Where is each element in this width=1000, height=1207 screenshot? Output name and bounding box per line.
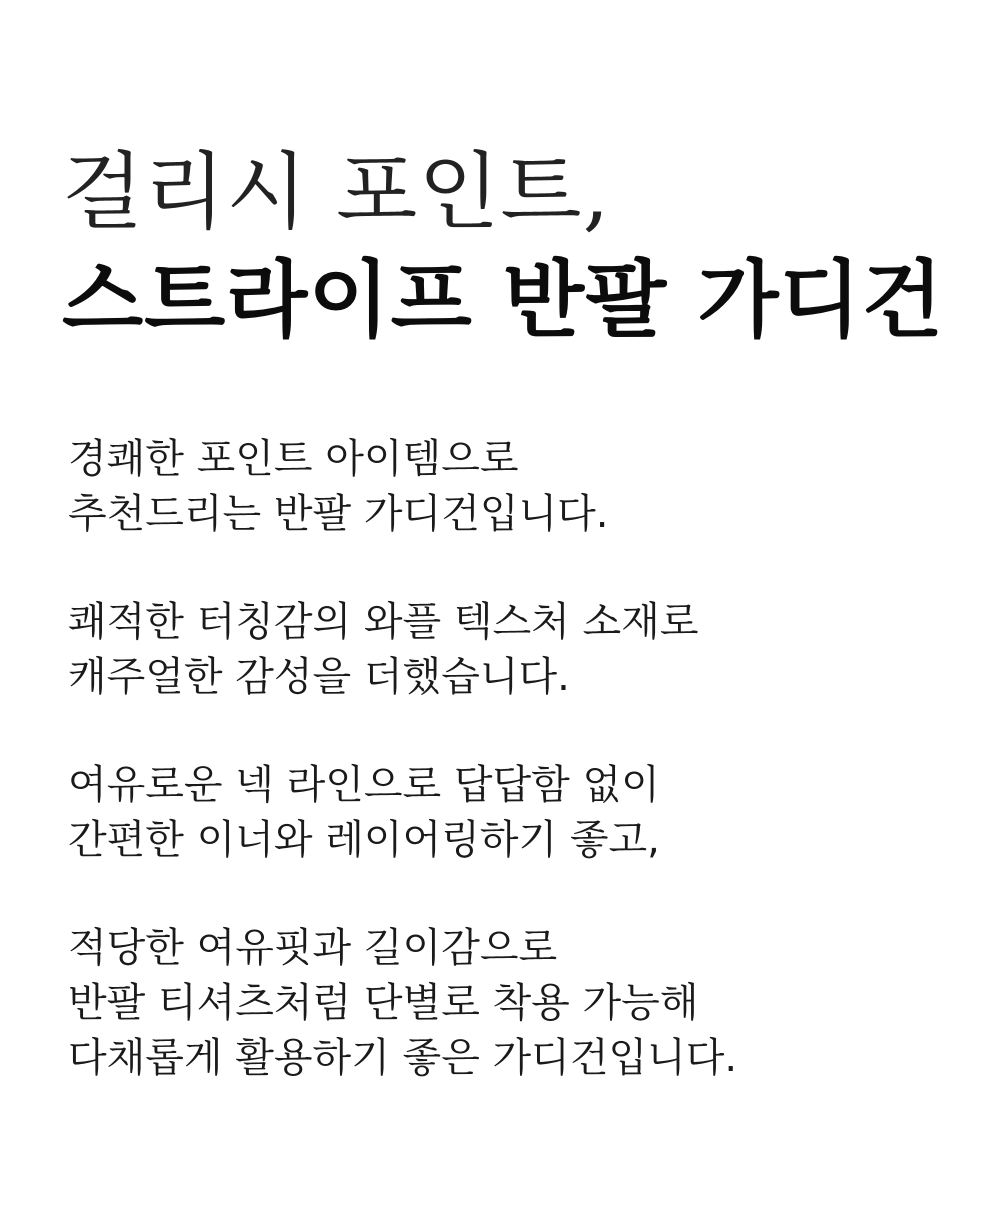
paragraph-neckline <box>68 758 948 868</box>
paragraph-line: 반팔 티셔츠처럼 단별로 착용 가능해 <box>68 980 699 1026</box>
paragraph-line: 쾌적한 터칭감의 와플 텍스처 소재로 <box>68 599 699 645</box>
paragraph-line: 추천드리는 반팔 가디건입니다. <box>68 491 609 537</box>
title-line-1: 걸리시 포인트, <box>62 143 611 241</box>
paragraph-line: 경쾌한 포인트 아이템으로 <box>68 436 519 482</box>
page-title <box>62 138 962 354</box>
paragraph-fit <box>68 921 948 1086</box>
paragraph-intro <box>68 432 948 542</box>
paragraph-material <box>68 595 948 705</box>
title-line-2: 스트라이프 반팔 가디건 <box>62 250 944 349</box>
description-body <box>68 432 948 1139</box>
paragraph-line: 여유로운 넥 라인으로 답답함 없이 <box>68 762 660 808</box>
paragraph-line: 적당한 여유핏과 길이감으로 <box>68 925 558 971</box>
paragraph-line: 간편한 이너와 레이어링하기 좋고, <box>68 817 660 863</box>
paragraph-line: 다채롭게 활용하기 좋은 가디건입니다. <box>68 1035 738 1081</box>
paragraph-line: 캐주얼한 감성을 더했습니다. <box>68 654 570 700</box>
